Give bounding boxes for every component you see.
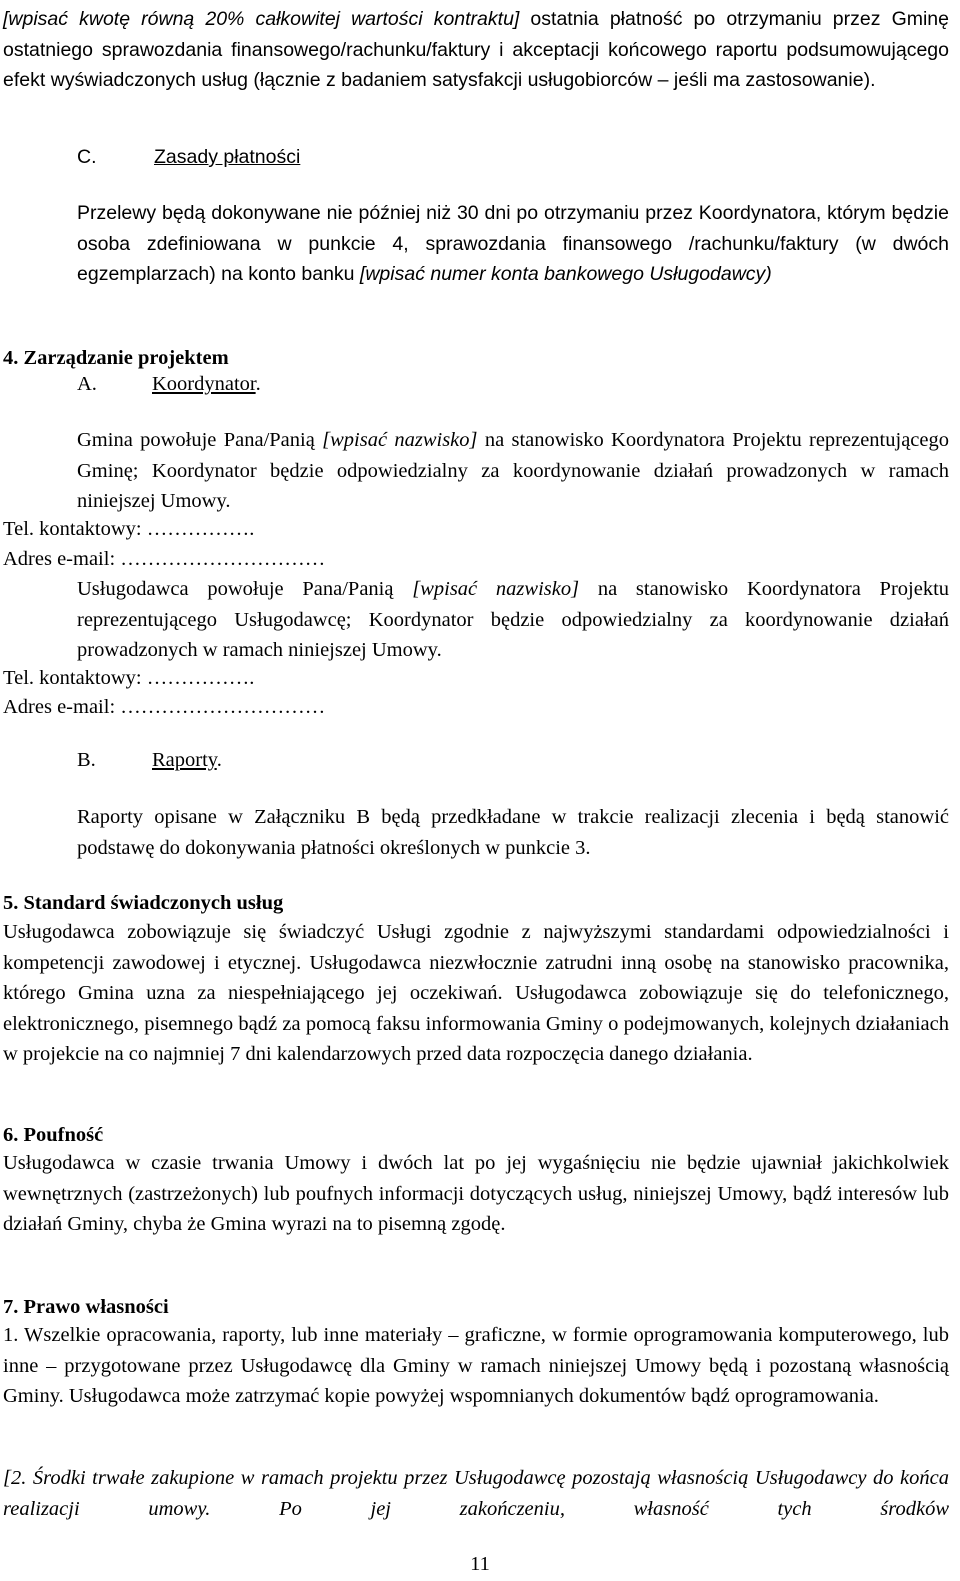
provider-coordinator-paragraph [77, 574, 949, 666]
gmina-email-line: Adres e-mail: ………………………… [3, 548, 326, 570]
section-c-title: Zasady płatności [154, 146, 301, 168]
section-4b-title [152, 745, 222, 776]
payment-rules-paragraph [77, 198, 949, 290]
section-5-heading: 5. Standard świadczonych usług [3, 892, 284, 914]
payment-rules-text: Przelewy będą dokonywane nie później niż 30 dni po otrzymaniu przez Koordynatora, którym będzie osoba zdefiniowana w punkcie 4, sprawozdania finansowego /rachunku/faktury (w dwóch egzemplarzach) na konto banku [77, 202, 949, 285]
gmina-coordinator-paragraph [77, 425, 949, 517]
section-7-heading: 7. Prawo własności [3, 1296, 169, 1318]
gmina-coordinator-pre: Gmina powołuje Pana/Panią [77, 429, 323, 451]
reports-paragraph: Raporty opisane w Załączniku B będą przedkładane w trakcie realizacji zlecenia i będą stanowić podstawę do dokonywania płatności określonych w punkcie 3. [77, 806, 949, 859]
section-4a-label: A. [77, 373, 97, 395]
provider-email-line: Adres e-mail: ………………………… [3, 696, 326, 718]
section-4-heading: 4. Zarządzanie projektem [3, 347, 229, 369]
section-4a-title [152, 369, 261, 400]
service-standard-paragraph: Usługodawca zobowiązuje się świadczyć Usługi zgodnie z najwyższymi standardami odpowiedzialności i kompetencji zawodowej i etycznej. Usługodawca niezwłocznie zatrudni inną osobę na stanowisko pracownika, którego Gmina uzna za niespełniającego jej oczekiwań. Usługodawca zobowiązuje się do telefonicznego, elektronicznego, pisemnego bądź za pomocą faksu informowania Gminy o podejmowanych, kolejnych działaniach w projekcie na co najmniej 7 dni kalendarzowych przed data rozpoczęcia danego działania. [3, 921, 949, 1065]
final-payment-paragraph [3, 4, 949, 96]
confidentiality-paragraph: Usługodawca w czasie trwania Umowy i dwóch lat po jej wygaśnięciu nie będzie ujawniał jakichkolwiek wewnętrznych (zastrzeżonych) lub poufnych informacji dotyczących usług, niniejszej Umowy, bądź interesów lub działań Gminy, chyba że Gmina wyrazi na to pisemną zgodę. [3, 1152, 949, 1235]
reports-title: Raporty [152, 749, 217, 771]
section-4b-label: B. [77, 749, 96, 771]
section-c-label: C. [77, 146, 97, 168]
section-6-heading: 6. Poufność [3, 1124, 104, 1146]
provider-phone-line: Tel. kontaktowy: ……………. [3, 667, 255, 689]
provider-coordinator-pre: Usługodawca powołuje Pana/Panią [77, 578, 413, 600]
final-payment-text: ostatnia płatność po otrzymaniu przez Gminę ostatniego sprawozdania finansowego/rachunku/faktury i akceptacji końcowego raportu podsumowującego efekt wyświadczonych usług (łącznie z badaniem satysfakcji usługobiorców – jeśli ma zastosowanie). [3, 8, 949, 91]
ownership-paragraph-1: 1. Wszelkie opracowania, raporty, lub inne materiały – graficzne, w formie oprogramowania komputerowego, lub inne – przygotowane przez Usługodawcę dla Gminy w ramach niniejszej Umowy będą i pozostaną własnością Gminy. Usługodawca może zatrzymać kopie powyżej wspomnianych dokumentów bądź oprogramowania. [3, 1324, 949, 1407]
gmina-phone-line: Tel. kontaktowy: ……………. [3, 518, 255, 540]
coordinator-title-dot: . [255, 373, 261, 395]
gmina-coordinator-post: na stanowisko Koordynatora Projektu reprezentującego Gminę; Koordynator będzie odpowiedzialny za koordynowanie działań prowadzonych w ramach niniejszej Umowy. [77, 429, 949, 512]
placeholder-name-provider: [wpisać nazwisko] [412, 578, 580, 600]
placeholder-bank-account: [wpisać numer konta bankowego Usługodawcy) [359, 263, 772, 285]
reports-title-dot: . [216, 749, 222, 771]
coordinator-title: Koordynator [152, 373, 256, 395]
ownership-paragraph-2: [2. Środki trwałe zakupione w ramach projektu przez Usługodawcę pozostają własnością Usługodawcy do końca realizacji umowy. Po jej zakończeniu, własność tych środków [3, 1467, 949, 1520]
page-number: 11 [470, 1553, 490, 1575]
placeholder-amount: [wpisać kwotę równą 20% całkowitej wartości kontraktu] [3, 8, 520, 30]
placeholder-name-gmina: [wpisać nazwisko] [322, 429, 478, 451]
provider-coordinator-post: na stanowisko Koordynatora Projektu reprezentującego Usługodawcę; Koordynator będzie odpowiedzialny za koordynowanie działań prowadzonych w ramach niniejszej Umowy. [77, 578, 950, 661]
